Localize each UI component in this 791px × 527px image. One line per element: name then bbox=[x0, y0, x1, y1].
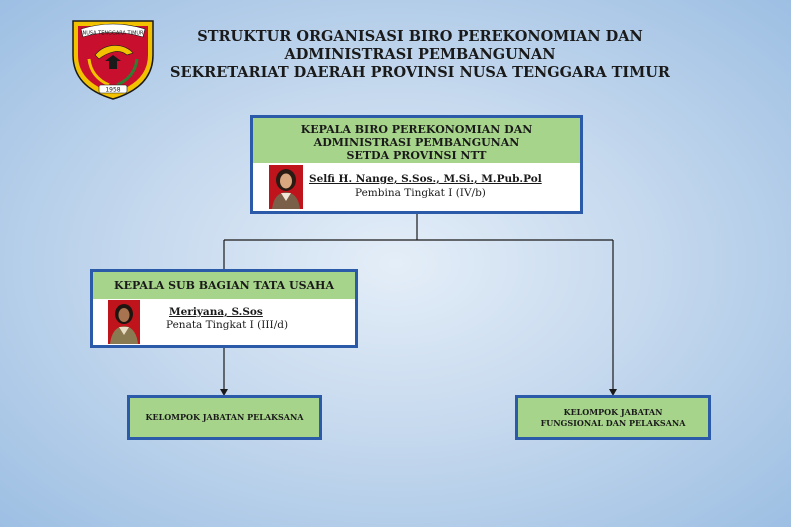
group-right-line-1: KELOMPOK JABATAN bbox=[563, 406, 663, 417]
head-name: Selfi H. Nange, S.Sos., M.Si., M.Pub.Pol bbox=[309, 173, 542, 185]
head-box-body bbox=[253, 163, 580, 211]
sub-name: Meriyana, S.Sos bbox=[169, 306, 263, 318]
head-box-header bbox=[253, 118, 580, 163]
head-title-line-1: KEPALA BIRO PEREKONOMIAN DAN bbox=[300, 123, 533, 136]
head-rank: Pembina Tingkat I (IV/b) bbox=[355, 187, 486, 199]
sub-box-header bbox=[93, 272, 355, 299]
head-of-bureau-box bbox=[250, 115, 583, 214]
head-portrait-photo bbox=[269, 165, 303, 209]
logo-banner-text: NUSA TENGGARA TIMUR bbox=[82, 30, 144, 37]
head-title-line-2: ADMINISTRASI PEMBANGUNAN bbox=[313, 136, 520, 149]
group-right-line-2: FUNGSIONAL DAN PELAKSANA bbox=[540, 417, 686, 428]
group-left-label: KELOMPOK JABATAN PELAKSANA bbox=[145, 412, 304, 422]
sub-box-title: KEPALA SUB BAGIAN TATA USAHA bbox=[114, 279, 334, 292]
title-line-2: ADMINISTRASI PEMBANGUNAN bbox=[284, 46, 556, 63]
title-line-3: SEKRETARIAT DAERAH PROVINSI NUSA TENGGARA TIMUR bbox=[170, 64, 670, 81]
sub-rank: Penata Tingkat I (III/d) bbox=[166, 319, 289, 331]
sub-section-head-box bbox=[90, 269, 358, 348]
sub-box-body bbox=[93, 299, 355, 345]
group-left-box bbox=[127, 395, 322, 440]
logo-year: 1958 bbox=[105, 86, 121, 94]
group-right-box bbox=[515, 395, 711, 440]
title-line-1: STRUKTUR ORGANISASI BIRO PEREKONOMIAN DAN bbox=[197, 28, 643, 45]
sub-portrait-photo bbox=[108, 300, 140, 344]
head-title-line-3: SETDA PROVINSI NTT bbox=[346, 149, 487, 162]
